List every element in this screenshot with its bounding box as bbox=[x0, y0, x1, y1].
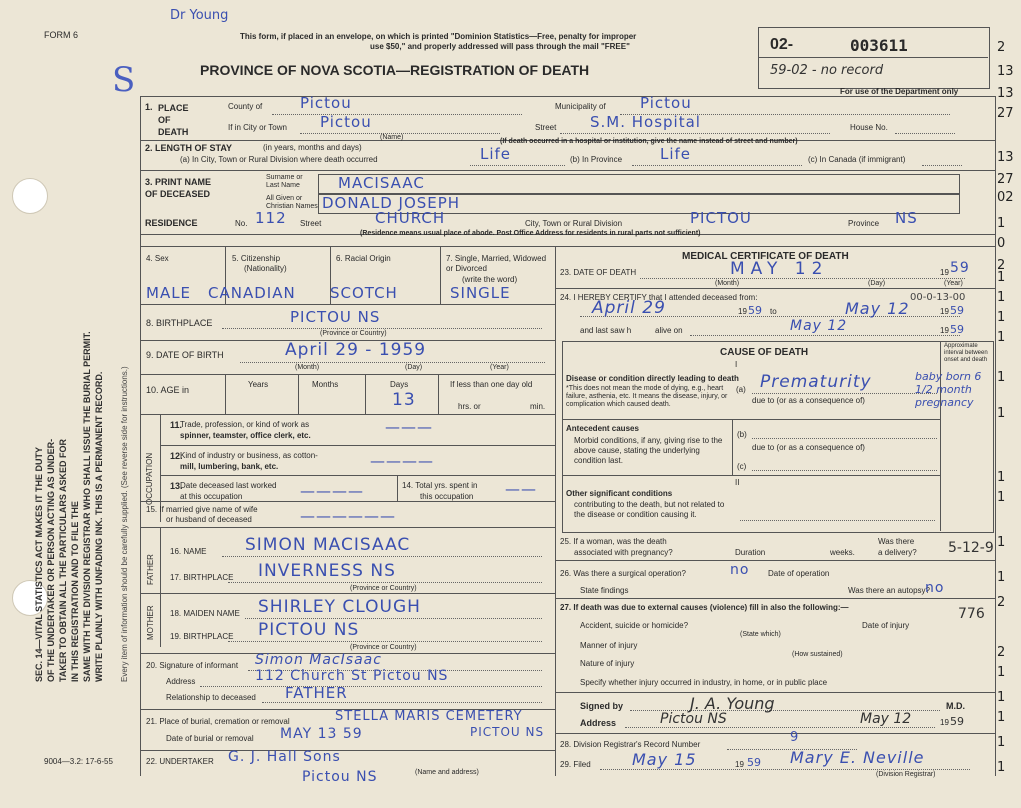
margin-code: 1 bbox=[997, 535, 1006, 550]
weeks-label: weeks. bbox=[830, 548, 855, 557]
margin-code: 27 bbox=[997, 106, 1014, 121]
md-label: M.D. bbox=[946, 701, 965, 711]
house-label: House No. bbox=[850, 123, 888, 132]
surname-caption: Surname or Last Name bbox=[266, 174, 303, 189]
other-label: Other significant conditions bbox=[566, 489, 673, 498]
occupation-q15-dash: —————— bbox=[300, 507, 396, 525]
reg-prefix: 02- bbox=[770, 36, 794, 53]
certify-label: 24. I HEREBY CERTIFY that I attended deceased from: bbox=[560, 293, 758, 302]
dob-year: (Year) bbox=[490, 364, 509, 371]
margin-code: 1 bbox=[997, 710, 1006, 725]
specify-label: Specify whether injury occurred in industry, in home, or in public place bbox=[580, 678, 828, 687]
name-caption: (Name) bbox=[380, 134, 404, 141]
mother-maiden-label: 18. MAIDEN NAME bbox=[170, 609, 240, 618]
burial-date-value: MAY 13 59 bbox=[280, 726, 363, 742]
occupation-q11-dash: ——— bbox=[385, 418, 433, 436]
delivery-label-b: a delivery? bbox=[878, 548, 917, 557]
reg-number: 003611 bbox=[850, 36, 908, 55]
cause-a-value: Prematurity bbox=[760, 372, 872, 392]
residence-province-label: Province bbox=[848, 219, 880, 228]
stay-b-value: Life bbox=[660, 145, 692, 163]
state-which: (State which) bbox=[740, 631, 781, 638]
margin-code: 0 bbox=[997, 236, 1006, 251]
informant-relation-label: Relationship to deceased bbox=[166, 693, 256, 702]
margin-code: 2 bbox=[997, 645, 1006, 660]
death-date-value: MAY 12 bbox=[730, 259, 829, 279]
lastsaw-year: 59 bbox=[950, 323, 964, 336]
duration-label: Duration bbox=[735, 548, 766, 557]
residence-street-label: Street bbox=[300, 219, 322, 228]
age-label: 10. AGE in bbox=[146, 385, 190, 395]
occupation-q12-dash: ———— bbox=[370, 452, 434, 470]
punch-hole-top bbox=[12, 178, 48, 214]
time-note: 00-0-13-00 bbox=[910, 292, 966, 303]
margin-code: 1 bbox=[997, 735, 1006, 750]
residence-no-value: 112 bbox=[255, 209, 287, 227]
margin-code: 02 bbox=[997, 190, 1014, 205]
mailing-notice-2: use $50," and properly addressed will pass through the mail "FREE" bbox=[370, 42, 630, 51]
occupation-q11: Trade, profession, or kind of work as bbox=[180, 420, 310, 429]
father-birthplace-label: 17. BIRTHPLACE bbox=[170, 573, 234, 582]
margin-code: 2 bbox=[997, 258, 1006, 273]
roman-2: II bbox=[735, 478, 740, 487]
county-value: Pictou bbox=[300, 94, 352, 112]
margin-code: 1 bbox=[997, 760, 1006, 775]
margin-code: 13 bbox=[997, 64, 1014, 79]
stock-number: 9004—3.2: 17-6-55 bbox=[44, 757, 113, 766]
delivery-code: 5-12-9 bbox=[948, 540, 994, 556]
citizenship-label: 5. Citizenship bbox=[232, 254, 281, 263]
years-label: Years bbox=[248, 380, 269, 389]
hrs-label: hrs. or bbox=[458, 402, 481, 411]
top-handwriting: Dr Young bbox=[170, 8, 229, 23]
birthplace-caption: (Province or Country) bbox=[320, 330, 387, 337]
occupation-q14: 14. Total yrs. spent in bbox=[402, 481, 478, 490]
interval-caption: Approximate interval between onset and death bbox=[944, 343, 988, 363]
statute-line-6: WRITE PLAINLY WITH UNFADING INK. THIS IS A PERMANENT RECORD. bbox=[94, 371, 104, 682]
margin-code: 13 bbox=[997, 86, 1014, 101]
from-year-prefix: 19 bbox=[738, 307, 747, 316]
occupation-q12-num: 12. bbox=[170, 451, 183, 461]
birthplace-label: 8. BIRTHPLACE bbox=[146, 318, 213, 328]
q25: 25. If a woman, was the death bbox=[560, 537, 667, 546]
dob-value: April 29 - 1959 bbox=[285, 340, 427, 360]
undertaker-value: G. J. Hall Sons bbox=[228, 749, 341, 765]
sig-year-prefix: 19 bbox=[940, 718, 949, 727]
dob-month: (Month) bbox=[295, 364, 320, 371]
burial-place-label: 21. Place of burial, cremation or removal bbox=[146, 717, 290, 726]
city-value: Pictou bbox=[320, 113, 372, 131]
margin-code: 1 bbox=[997, 690, 1006, 705]
residence-province-value: NS bbox=[895, 209, 918, 227]
q28-value: 9 bbox=[790, 730, 800, 745]
margin-code: 2 bbox=[997, 595, 1006, 610]
alive-on-label: alive on bbox=[655, 326, 683, 335]
institution-note: (If death occurred in a hospital or institution, give the name instead of street and number) bbox=[500, 138, 798, 145]
county-label: County of bbox=[228, 102, 263, 111]
signed-value: J. A. Young bbox=[690, 694, 775, 713]
margin-code: 27 bbox=[997, 172, 1014, 187]
informant-address-value: 112 Church St Pictou NS bbox=[255, 668, 449, 684]
state-findings-label: State findings bbox=[580, 586, 629, 595]
roman-1: I bbox=[735, 360, 738, 369]
lastsaw-year-prefix: 19 bbox=[940, 326, 949, 335]
father-caption: (Province or Country) bbox=[350, 585, 417, 592]
q26: 26. Was there a surgical operation? bbox=[560, 569, 686, 578]
to-value: May 12 bbox=[845, 299, 910, 318]
occupation-q14-dash: —— bbox=[505, 480, 537, 498]
citizenship-caption: (Nationality) bbox=[244, 264, 287, 273]
lastsaw-label: and last saw h bbox=[580, 326, 632, 335]
municipality-value: Pictou bbox=[640, 94, 692, 112]
cause-title: CAUSE OF DEATH bbox=[720, 347, 809, 358]
delivery-label: Was there bbox=[878, 537, 915, 546]
racial-value: SCOTCH bbox=[330, 284, 398, 302]
mother-section-label: MOTHER bbox=[146, 605, 155, 640]
q29-label: 29. Filed bbox=[560, 760, 591, 769]
to-year-prefix: 19 bbox=[940, 307, 949, 316]
min-label: min. bbox=[530, 402, 546, 411]
occupation-q13-dash: ———— bbox=[300, 482, 364, 500]
place-label-num: 1. bbox=[145, 102, 153, 112]
statute-line-2: OF THE UNDERTAKER OR PERSON ACTING AS UNDER- bbox=[46, 438, 56, 682]
place-label: PLACE OF DEATH bbox=[158, 103, 189, 137]
margin-code: 1 bbox=[997, 270, 1006, 285]
from-year: 59 bbox=[748, 304, 762, 317]
dept-use: For use of the Department only bbox=[840, 87, 959, 96]
day-caption: (Day) bbox=[868, 280, 886, 287]
due-to-b: due to (or as a consequence of) bbox=[752, 443, 865, 452]
to-word: to bbox=[770, 307, 777, 316]
margin-code: 1 bbox=[997, 570, 1006, 585]
occupation-q14b: this occupation bbox=[420, 492, 474, 501]
to-year: 59 bbox=[950, 304, 964, 317]
informant-sig-label: 20. Signature of informant bbox=[146, 661, 239, 670]
form-number: FORM 6 bbox=[44, 30, 79, 40]
stay-a-value: Life bbox=[480, 145, 512, 163]
date-injury-label: Date of injury bbox=[862, 621, 910, 630]
statute-line-3: TAKER TO OBTAIN ALL THE PARTICULARS ASKED FOR bbox=[58, 439, 68, 682]
marital-label: 7. Single, Married, Widowed or Divorced bbox=[446, 254, 547, 273]
cause-a-label: (a) bbox=[736, 385, 746, 394]
margin-code: 1 bbox=[997, 216, 1006, 231]
death-year-prefix: 19 bbox=[940, 268, 949, 277]
due-to-a: due to (or as a consequence of) bbox=[752, 396, 865, 405]
informant-address-label: Address bbox=[166, 677, 196, 686]
margin-mark-s: S bbox=[112, 60, 136, 100]
burial-place-value-2: PICTOU NS bbox=[470, 725, 545, 739]
medical-title: MEDICAL CERTIFICATE OF DEATH bbox=[682, 251, 849, 262]
birthplace-value: PICTOU NS bbox=[290, 308, 381, 326]
manner-label: Manner of injury bbox=[580, 641, 638, 650]
dob-day: (Day) bbox=[405, 364, 423, 371]
undertaker-caption: (Name and address) bbox=[415, 769, 479, 776]
occupation-section-label: OCCUPATION bbox=[145, 452, 154, 505]
filed-date: May 15 bbox=[632, 750, 697, 769]
filed-year: 59 bbox=[747, 756, 761, 769]
mother-caption: (Province or Country) bbox=[350, 644, 417, 651]
margin-code: 1 bbox=[997, 290, 1006, 305]
registrar-signature: Mary E. Neville bbox=[790, 748, 925, 767]
given-caption: All Given or Christian Names bbox=[266, 195, 318, 210]
occupation-q13b: at this occupation bbox=[180, 492, 243, 501]
month-caption: (Month) bbox=[715, 280, 740, 287]
margin-code: 1 bbox=[997, 665, 1006, 680]
direct-label: Disease or condition directly leading to death bbox=[566, 374, 739, 383]
margin-code: 1 bbox=[997, 470, 1006, 485]
marital-value: SINGLE bbox=[450, 284, 511, 302]
marital-caption: (write the word) bbox=[462, 275, 518, 284]
margin-code: 1 bbox=[997, 310, 1006, 325]
residence-label: RESIDENCE bbox=[145, 218, 198, 228]
antecedent-note: Morbid conditions, if any, giving rise to the above cause, stating the underlying condition last. bbox=[574, 436, 723, 465]
statute-line-7: Every item of information should be carefully supplied. (See reverse side for instructions.) bbox=[120, 366, 129, 682]
signed-label: Signed by bbox=[580, 701, 624, 711]
death-year-value: 59 bbox=[950, 260, 970, 276]
q26-value: no bbox=[730, 562, 750, 578]
death-date-label: 23. DATE OF DEATH bbox=[560, 268, 637, 277]
occupation-q12: Kind of industry or business, as cotton- bbox=[180, 451, 318, 460]
statute-line-1: SEC. 14—VITAL STATISTICS ACT MAKES IT THE DUTY bbox=[34, 446, 44, 682]
mother-birthplace-value: PICTOU NS bbox=[258, 620, 360, 640]
stay-c-label: (c) In Canada (if immigrant) bbox=[808, 155, 906, 164]
occupation-q12b: mill, lumbering, bank, etc. bbox=[180, 462, 279, 471]
undertaker-label: 22. UNDERTAKER bbox=[146, 757, 214, 766]
municipality-label: Municipality of bbox=[555, 102, 606, 111]
burial-place-value: STELLA MARIS CEMETERY bbox=[335, 709, 523, 724]
sig-year-value: 59 bbox=[950, 715, 964, 728]
occupation-q13-num: 13. bbox=[170, 481, 183, 491]
autopsy-value: no bbox=[925, 580, 945, 596]
city-label: If in City or Town bbox=[228, 123, 287, 132]
page-title: PROVINCE OF NOVA SCOTIA—REGISTRATION OF DEATH bbox=[200, 62, 590, 78]
sex-label: 4. Sex bbox=[146, 254, 169, 263]
informant-relation-value: FATHER bbox=[285, 684, 348, 702]
street-label: Street bbox=[535, 123, 557, 132]
given-value: DONALD JOSEPH bbox=[322, 194, 461, 212]
q28-label: 28. Division Registrar's Record Number bbox=[560, 740, 701, 749]
year-caption: (Year) bbox=[944, 280, 963, 287]
dob-label: 9. DATE OF BIRTH bbox=[146, 350, 224, 360]
residence-no-label: No. bbox=[235, 219, 248, 228]
margin-code: 13 bbox=[997, 150, 1014, 165]
street-value: S.M. Hospital bbox=[590, 113, 701, 131]
mother-maiden-value: SHIRLEY CLOUGH bbox=[258, 597, 421, 617]
occupation-q11b: spinner, teamster, office clerk, etc. bbox=[180, 431, 311, 440]
mailing-notice-1: This form, if placed in an envelope, on which is printed "Dominion Statistics—Free, penalty for improper bbox=[240, 32, 637, 41]
cause-c-label: (c) bbox=[737, 462, 747, 471]
residence-city-value: PICTOU bbox=[690, 209, 752, 227]
stay-label: 2. LENGTH OF STAY bbox=[145, 143, 233, 153]
stay-a-label: (a) In City, Town or Rural Division where death occurred bbox=[180, 155, 378, 164]
residence-street-value: CHURCH bbox=[375, 209, 446, 227]
how-sustained: (How sustained) bbox=[792, 651, 843, 658]
occupation-q15: 15. If married give name of wife bbox=[146, 505, 258, 514]
interval-value: baby born 6 1/2 month pregnancy bbox=[915, 370, 982, 409]
filed-year-prefix: 19 bbox=[735, 760, 744, 769]
accident-label: Accident, suicide or homicide? bbox=[580, 621, 689, 630]
mother-birthplace-label: 19. BIRTHPLACE bbox=[170, 632, 234, 641]
occupation-q15b: or husband of deceased bbox=[166, 515, 252, 524]
informant-sig-value: Simon MacIsaac bbox=[255, 652, 382, 668]
margin-code: 1 bbox=[997, 330, 1006, 345]
autopsy-label: Was there an autopsy? bbox=[848, 586, 930, 595]
sig-address-label: Address bbox=[580, 718, 617, 728]
statute-line-5: SAME WITH THE DIVISION REGISTRAR WHO SHALL ISSUE THE BURIAL PERMIT. bbox=[82, 331, 92, 682]
days-label: Days bbox=[390, 380, 409, 389]
registrar-caption: (Division Registrar) bbox=[876, 771, 936, 778]
father-name-label: 16. NAME bbox=[170, 547, 207, 556]
days-value: 13 bbox=[392, 390, 416, 410]
citizenship-value: CANADIAN bbox=[208, 284, 296, 302]
father-name-value: SIMON MACISAAC bbox=[245, 535, 411, 555]
surname-value: MACISAAC bbox=[338, 174, 425, 192]
lastsaw-value: May 12 bbox=[790, 318, 848, 334]
sex-value: MALE bbox=[146, 284, 192, 302]
other-note: contributing to the death, but not related to the disease or condition causing it. bbox=[574, 500, 725, 519]
cause-b-label: (b) bbox=[737, 430, 747, 439]
sig-date-value: May 12 bbox=[860, 711, 912, 727]
date-operation-label: Date of operation bbox=[768, 569, 830, 578]
stay-caption: (in years, months and days) bbox=[263, 143, 362, 152]
burial-date-label: Date of burial or removal bbox=[166, 734, 254, 743]
under-day-label: If less than one day old bbox=[450, 380, 533, 389]
stay-b-label: (b) In Province bbox=[570, 155, 623, 164]
name-label: 3. PRINT NAME OF DECEASED bbox=[145, 177, 212, 199]
dept-note: 59-02 - no record bbox=[770, 63, 884, 78]
nature-label: Nature of injury bbox=[580, 659, 635, 668]
direct-note: *This does not mean the mode of dying, e.g., heart failure, asthenia, etc. It means the disease, injury, or complication which caused death. bbox=[566, 385, 728, 408]
margin-code: 2 bbox=[997, 40, 1006, 55]
margin-code: 1 bbox=[997, 406, 1006, 421]
occupation-q13: Date deceased last worked bbox=[180, 481, 277, 490]
racial-label: 6. Racial Origin bbox=[336, 254, 391, 263]
sig-address-value: Pictou NS bbox=[660, 711, 727, 727]
months-label: Months bbox=[312, 380, 339, 389]
undertaker-value-2: Pictou NS bbox=[302, 769, 378, 785]
statute-line-4: IN THIS REGISTRATION AND TO FILE THE bbox=[70, 501, 80, 682]
antecedent-label: Antecedent causes bbox=[566, 424, 639, 433]
residence-city-label: City, Town or Rural Division bbox=[525, 219, 623, 228]
q27: 27. If death was due to external causes (violence) fill in also the following:— bbox=[560, 603, 849, 612]
from-value: April 29 bbox=[592, 298, 666, 318]
father-section-label: FATHER bbox=[146, 554, 155, 585]
q25b: associated with pregnancy? bbox=[574, 548, 673, 557]
father-birthplace-value: INVERNESS NS bbox=[258, 561, 396, 581]
residence-note: (Residence means usual place of abode. Post Office Address for residents in rural parts not sufficient) bbox=[360, 230, 701, 237]
margin-code: 1 bbox=[997, 370, 1006, 385]
code-26: 776 bbox=[958, 606, 985, 622]
margin-code: 1 bbox=[997, 490, 1006, 505]
occupation-q11-num: 11. bbox=[170, 420, 183, 430]
